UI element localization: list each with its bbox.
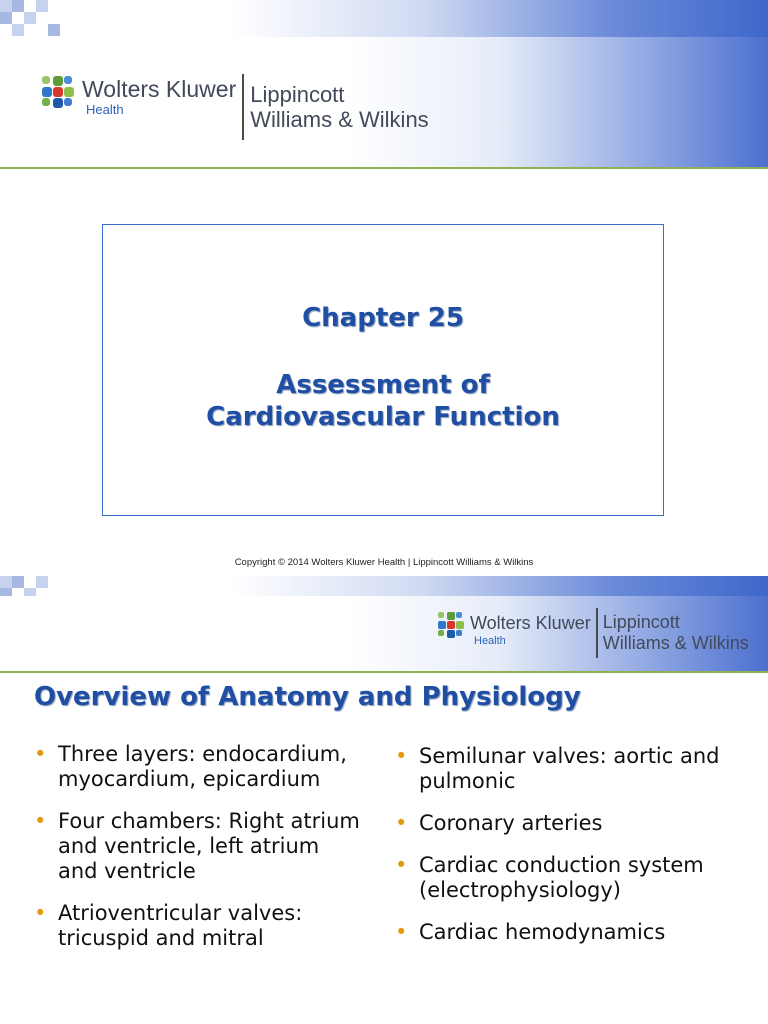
bullet-dot-icon: • (395, 920, 408, 944)
list-item: • Four chambers: Right atrium and ventricle, left atrium and ventricle (34, 809, 360, 883)
list-item: • Coronary arteries (395, 811, 603, 835)
list-item: • Cardiac conduction system (electrophysiology) (395, 853, 704, 902)
wolters-kluwer-logo-icon (42, 76, 74, 108)
bullet-dot-icon: • (34, 809, 47, 833)
header-band (0, 576, 768, 596)
title-box (102, 224, 664, 516)
bullet-dot-icon: • (34, 742, 47, 766)
bullet-list-left (34, 742, 364, 968)
logo-brand: Wolters Kluwer (470, 613, 591, 633)
bullet-dot-icon: • (395, 811, 408, 835)
logo-publisher-line1: Lippincott (602, 612, 680, 632)
list-item: • Atrioventricular valves: tricuspid and mitral (34, 901, 303, 950)
header-band (0, 0, 768, 37)
bullet-dot-icon: • (34, 901, 47, 925)
subtitle-line2: Cardiovascular Function (206, 402, 560, 432)
chapter-subtitle (103, 369, 663, 433)
logo-division: Health (86, 102, 124, 117)
logo-divider (596, 608, 598, 658)
publisher-logo (438, 612, 749, 658)
header-divider (0, 167, 768, 169)
logo-publisher-line1: Lippincott (250, 82, 345, 107)
header-divider (0, 671, 768, 673)
publisher-logo (42, 76, 429, 140)
logo-publisher-line2: Williams & Wilkins (250, 107, 429, 132)
slide-title: Overview of Anatomy and Physiology (34, 682, 581, 712)
wolters-kluwer-logo-icon (438, 612, 464, 638)
list-item: • Three layers: endocardium, myocardium, epicardium (34, 742, 347, 791)
copyright-notice: Copyright © 2014 Wolters Kluwer Health | Lippincott Williams & Wilkins (234, 557, 534, 568)
logo-brand: Wolters Kluwer (82, 76, 237, 102)
list-item: • Cardiac hemodynamics (395, 920, 666, 944)
bullet-dot-icon: • (395, 744, 408, 768)
chapter-title: Chapter 25 (302, 303, 464, 333)
content-slide (0, 576, 768, 1024)
logo-division: Health (474, 635, 506, 647)
bullet-list-right (395, 744, 745, 962)
logo-divider (242, 74, 244, 140)
bullet-dot-icon: • (395, 853, 408, 877)
logo-publisher-line2: Williams & Wilkins (602, 633, 749, 653)
list-item: • Semilunar valves: aortic and pulmonic (395, 744, 720, 793)
subtitle-line1: Assessment of (276, 370, 490, 400)
